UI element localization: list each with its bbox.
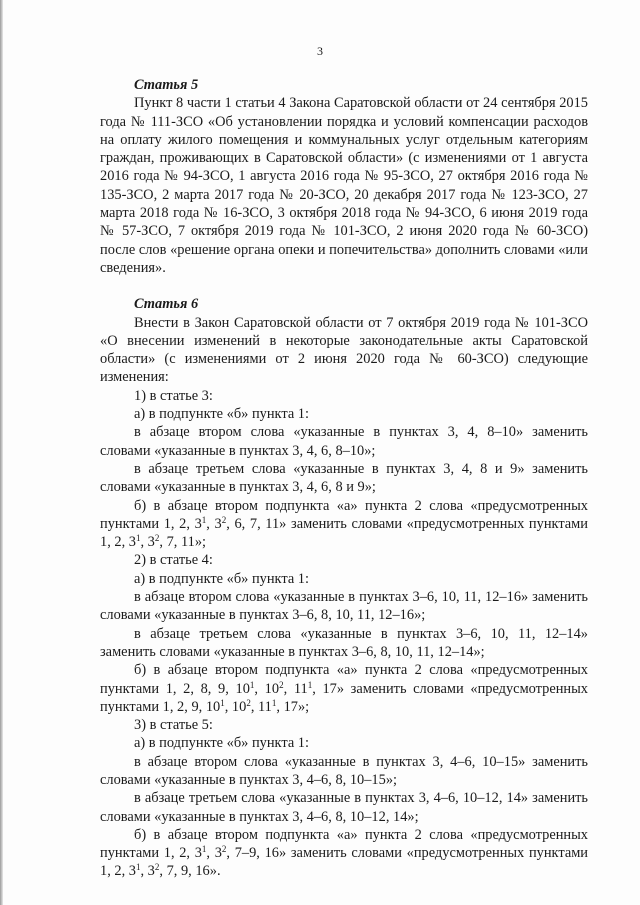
article-6-intro: Внести в Закон Саратовской области от 7 октября 2019 года № 101-ЗСО «О внесении изменений в некоторые законодательные акты Саратовской области» (с изменениями от 2 июня 2020 года № 60-ЗСО) следующие изменения: (100, 314, 588, 386)
article-3-a-paragraph-2: в абзаце втором слова «указанные в пунктах 3, 4, 8–10» заменить словами «указанные в пунктах 3, 4, 6, 8–10»; (100, 424, 588, 459)
article-5-item: 3) в статье 5: (134, 717, 213, 734)
article-5-a-paragraph-2: в абзаце втором слова «указанные в пунктах 3, 4–6, 10–15» заменить словами «указанные в пунктах 3, 4–6, 8, 10–15»; (100, 753, 588, 788)
spacer (100, 277, 588, 295)
article-5-heading: Статья 5 (134, 77, 199, 93)
article-5-subitem-b: б) в абзаце втором подпункта «а» пункта 2 слова «предусмотренных пунктами 1, 2, $3^1$, $3^2$, 7–9, 16» заменить словами «предусмотренных пунктами 1, 2, $3^1$, $3^2$, 7, 9, 16». (100, 826, 589, 880)
article-3-a-paragraph-3: в абзаце третьем слова «указанные в пунктах 3, 4, 8 и 9» заменить словами «указанные в пунктах 3, 4, 6, 8 и 9»; (100, 460, 588, 496)
article-4-item: 2) в статье 4: (134, 552, 213, 569)
article-4-subitem-a: а) в подпункте «б» пункта 1: (134, 570, 309, 587)
article-5-a-paragraph-3: в абзаце третьем слова «указанные в пунктах 3, 4–6, 10–12, 14» заменить словами «указанные в пунктах 3, 4–6, 8, 10–12, 14»; (100, 790, 588, 825)
article-4-a-paragraph-3: в абзаце третьем слова «указанные в пунктах 3–6, 10, 11, 12–14» заменить словами «указанные в пунктах 3–6, 8, 10, 11, 12–14»; (100, 625, 588, 660)
article-5-subitem-a: а) в подпункте «б» пункта 1: (134, 735, 309, 752)
article-3-subitem-a: а) в подпункте «б» пункта 1: (134, 406, 309, 423)
article-5-paragraph: Пункт 8 части 1 статьи 4 Закона Саратовской области от 24 сентября 2015 года № 111-ЗСО «Об установлении порядка и условий компенсации расходов на оплату жилого помещения и коммунальных услуг отдельным категориям граждан, проживающих в Саратовской области» (с изменениями от 1 августа 2016 года № 94-ЗСО, 1 августа 2016 года № 95-ЗСО, 27 октября 2016 года № 135-ЗСО, 2 марта 2017 года № 20-ЗСО, 20 декабря 2017 года № 123-ЗСО, 27 марта 2018 года № 16-ЗСО, 3 октября 2018 года № 94-ЗСО, 6 июня 2019 года № 57-ЗСО, 7 октября 2019 года № 101-ЗСО, 2 июня 2020 года № 60-ЗСО) после слов «решение органа опеки и попечительства» дополнить словами «или сведения». (100, 95, 588, 276)
article-3-subitem-b: б) в абзаце втором подпункта «а» пункта 2 слова «предусмотренных пунктами 1, 2, $3^1$, $3^2$, 6, 7, 11» заменить словами «предусмотренных пунктами 1, 2, $3^1$, $3^2$, 7, 11»; (100, 497, 588, 551)
article-6-heading: Статья 6 (134, 296, 199, 313)
document-body (100, 76, 588, 881)
article-4-a-paragraph-2: в абзаце втором слова «указанные в пунктах 3–6, 10, 11, 12–16» заменить словами «указанные в пунктах 3–6, 8, 10, 11, 12–16»; (100, 589, 588, 624)
article-4-subitem-b: б) в абзаце втором подпункта «а» пункта 2 слова «предусмотренных пунктами 1, 2, 8, 9, $10^1$, $10^2$, $11^1$, 17» заменить словами «предусмотренных пунктами 1, 2, 9, $10^1$, $10^2$, $11^1$, 17»; (100, 662, 588, 715)
article-3-item: 1) в статье 3: (134, 387, 213, 404)
scan-edge (0, 0, 3, 905)
page-number: 3 (317, 44, 323, 58)
